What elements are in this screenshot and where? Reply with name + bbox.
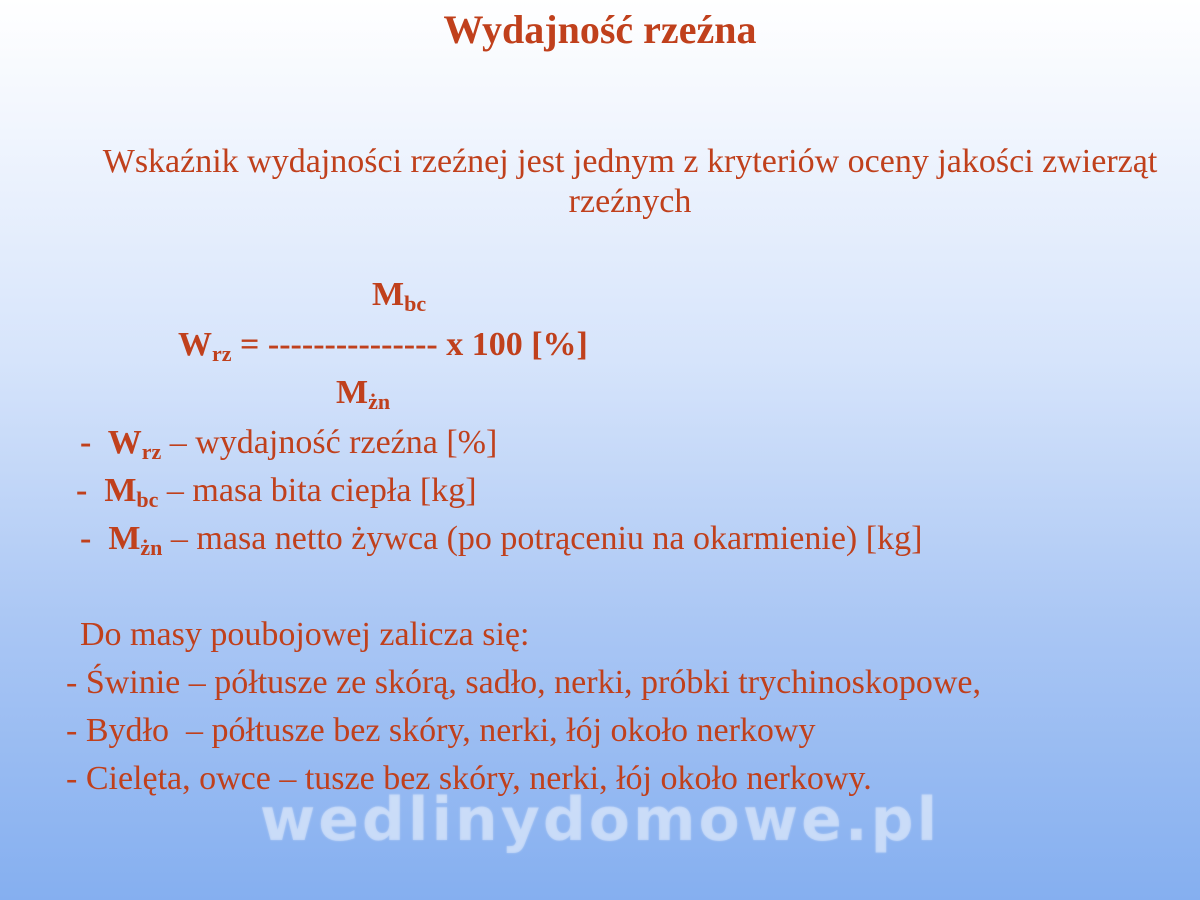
definition-symbol: M [104,472,137,509]
lhs-symbol: W [178,326,212,363]
definition-dash: - [76,472,105,509]
definition-subscript: rz [141,439,162,464]
definition-subscript: żn [140,535,163,560]
page-title: Wydajność rzeźna [443,7,757,52]
lhs-subscript: rz [212,341,232,366]
definition-subscript: bc [136,487,159,512]
definition-item [76,472,477,510]
intro-text: Wskaźnik wydajności rzeźnej jest jednym z kryteriów oceny jakości zwierząt rzeźnych [102,143,1158,220]
definition-text: – wydajność rzeźna [%] [161,424,498,461]
denominator-symbol: M [336,374,369,411]
definition-text: – masa bita ciepła [kg] [158,472,477,509]
numerator-symbol: M [372,276,405,313]
list-item: - Cielęta, owce – tusze bez skóry, nerki, łój około nerkowy. [66,760,872,797]
list-heading: Do masy poubojowej zalicza się: [80,616,530,653]
list-item: - Świnie – półtusze ze skórą, sadło, nerki, próbki trychinoskopowe, [66,664,981,701]
list-item: - Bydło – półtusze bez skóry, nerki, łój około nerkowy [66,712,816,749]
fraction-line: = --------------- x 100 [%] [231,326,588,363]
definition-item [80,424,497,462]
numerator-subscript: bc [404,291,427,316]
definition-symbol: M [108,520,141,557]
definition-item [80,520,922,558]
watermark: wedlinydomowe.pl [259,785,941,855]
definition-text: – masa netto żywca (po potrąceniu na okarmienie) [kg] [162,520,923,557]
definition-dash: - [80,424,108,461]
formula-main-line [178,326,588,364]
definition-dash: - [80,520,109,557]
formula-denominator [336,374,390,412]
formula-numerator [372,276,426,314]
denominator-subscript: żn [368,389,391,414]
definition-symbol: W [107,424,142,461]
